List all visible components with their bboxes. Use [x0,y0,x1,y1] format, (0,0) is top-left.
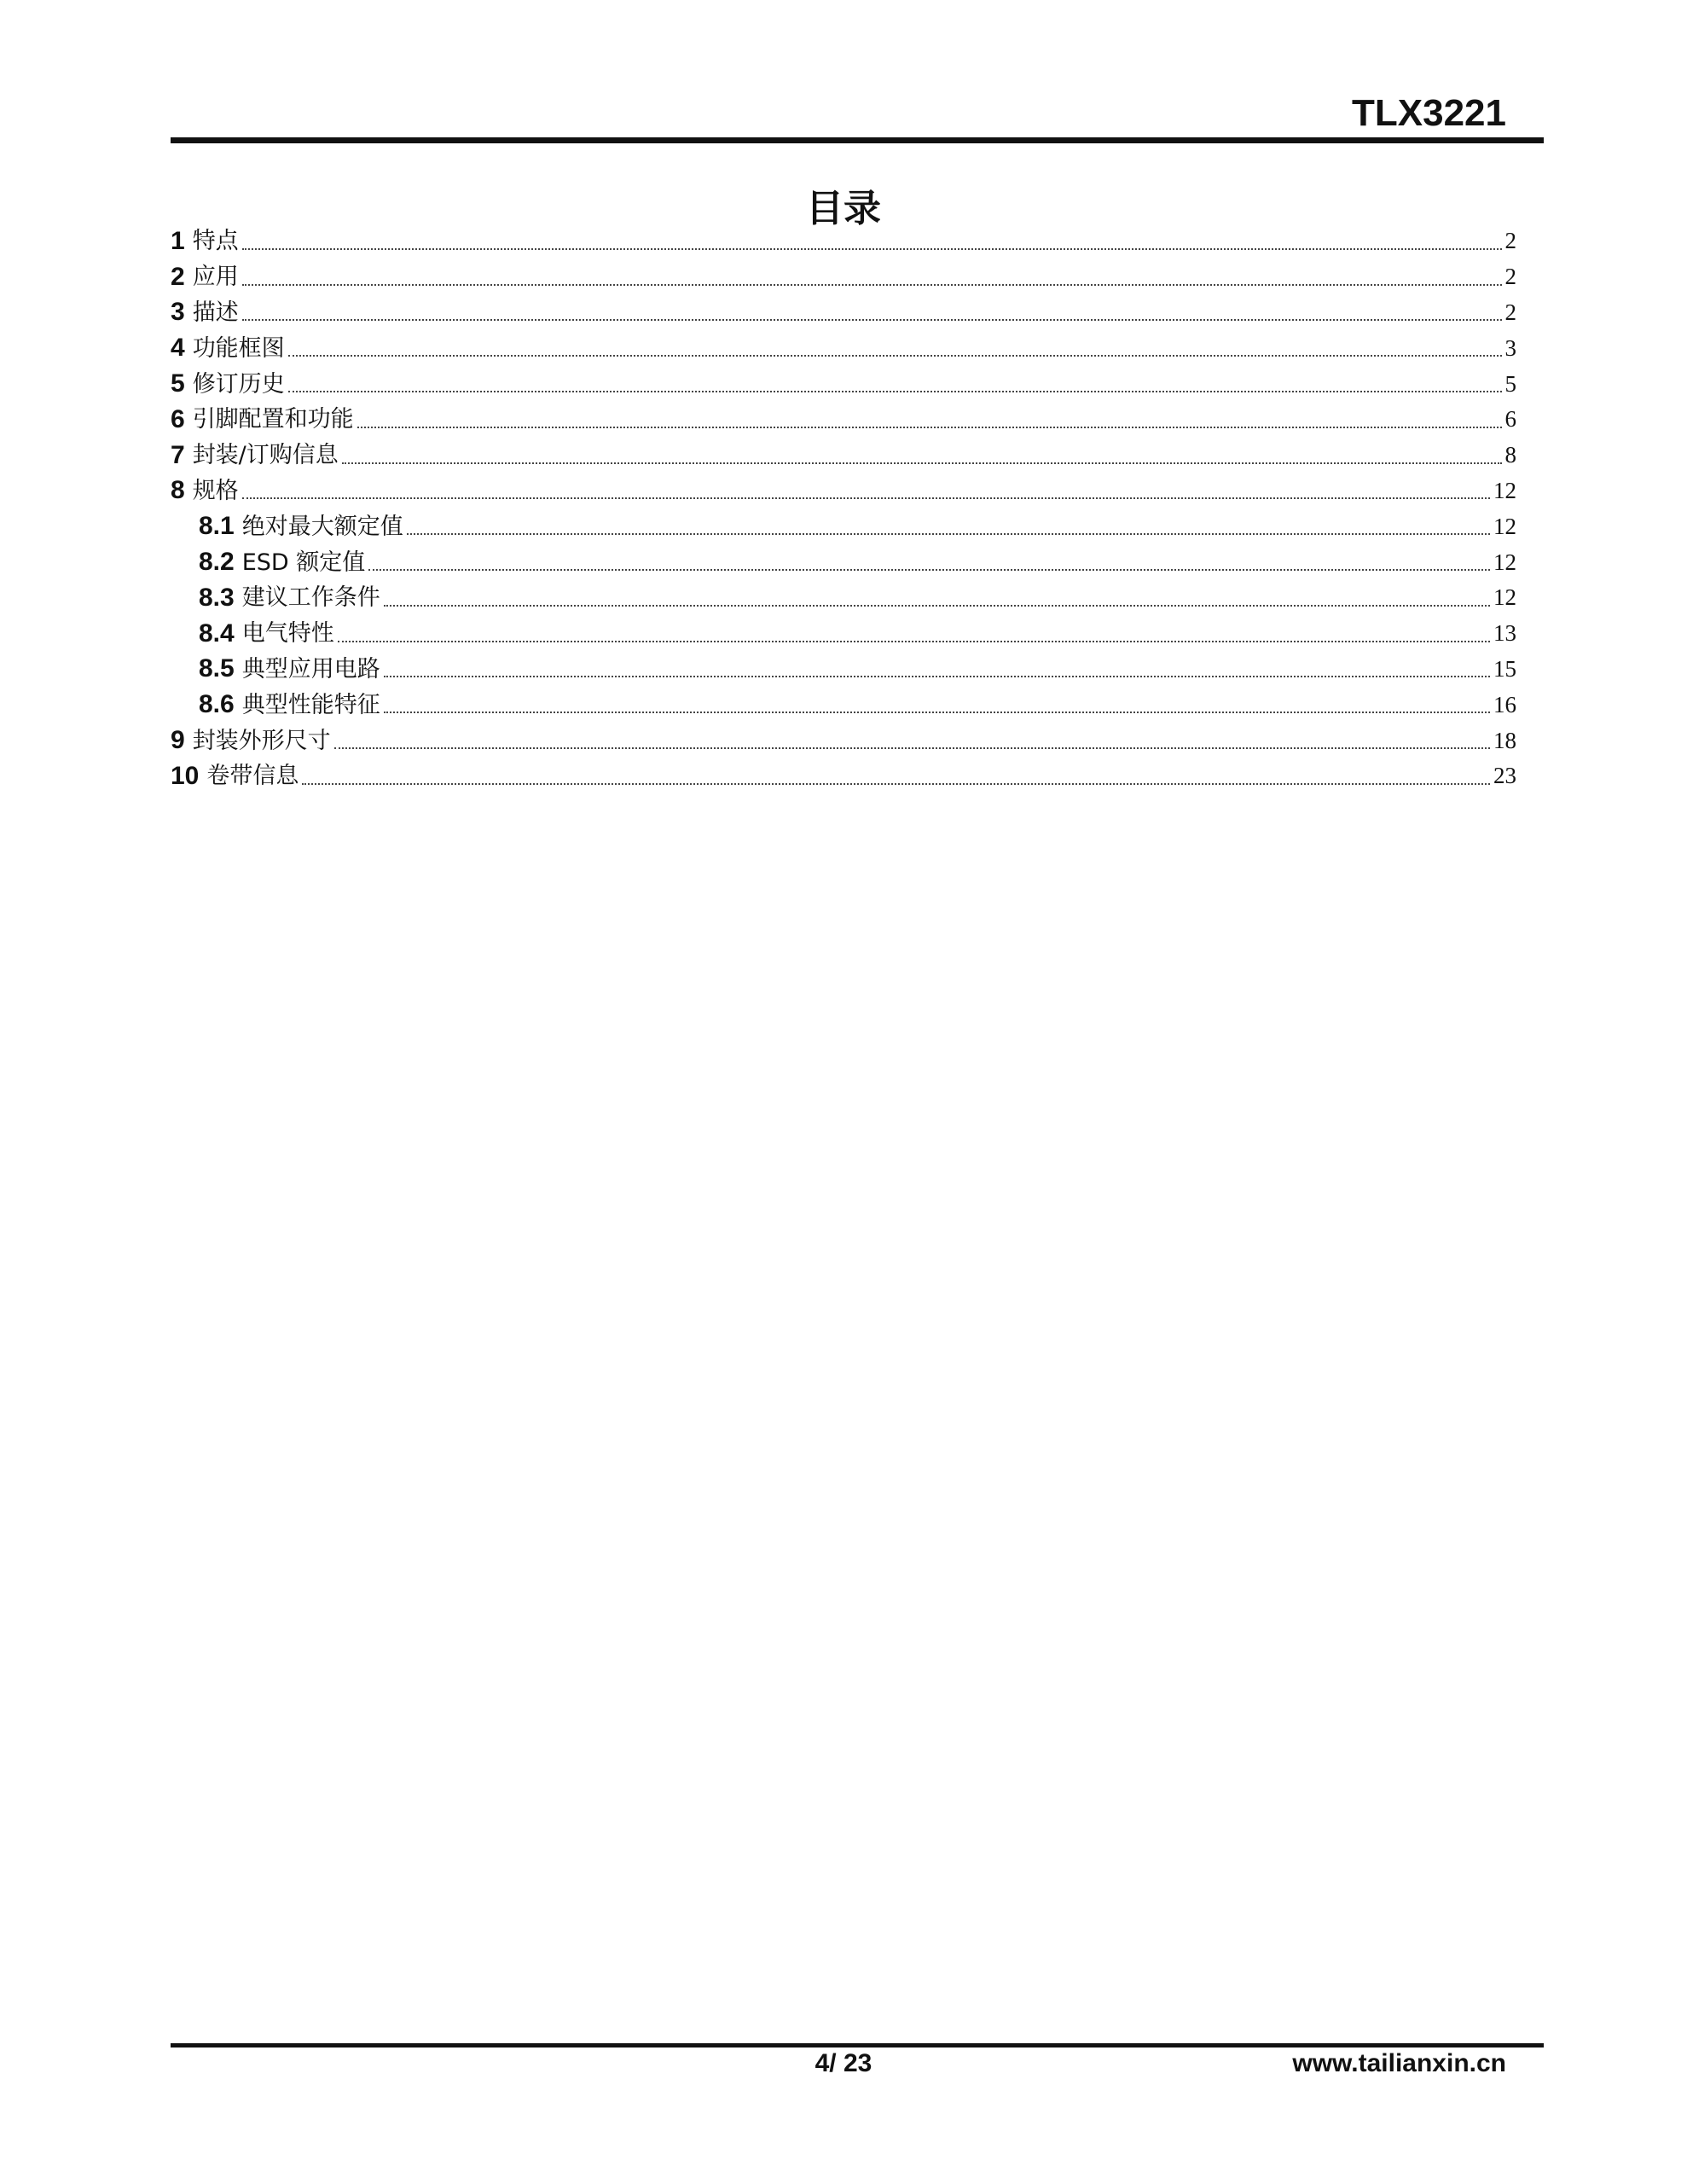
toc-entry-number: 8.4 [199,619,235,648]
toc-leader-dots [242,319,1502,321]
toc-leader-dots [407,533,1490,535]
toc-entry-page: 12 [1493,549,1516,575]
toc-leader-dots [242,497,1490,499]
toc-entry-page: 6 [1504,406,1516,433]
toc-entry[interactable] [171,259,1516,295]
toc-entry-label: 绝对最大额定值 [241,513,403,540]
toc-entry-page: 2 [1504,264,1516,290]
toc-entry-label: 封装外形尺寸 [192,727,331,754]
toc-entry-page: 2 [1504,228,1516,254]
toc-entry-label: 规格 [192,477,239,504]
toc-leader-dots [384,605,1490,607]
toc-leader-dots [338,641,1490,642]
toc-entry-label: 描述 [192,299,239,326]
toc-entry-label: 特点 [192,228,239,255]
toc-entry-page: 18 [1493,727,1516,753]
toc-entry-number: 8.1 [199,512,235,541]
toc-entry-number: 6 [171,404,185,433]
toc-entry-label: 典型应用电路 [241,655,380,682]
toc-subentry[interactable] [171,508,1516,544]
toc-entry-label: ESD 额定值 [241,549,366,576]
toc-entry[interactable] [171,330,1516,366]
toc-leader-dots [242,248,1502,250]
toc-entry-number: 2 [171,262,185,291]
toc-entry[interactable] [171,402,1516,438]
toc-entry-label: 应用 [192,264,239,291]
toc-entry-number: 10 [171,761,200,790]
toc-entry-page: 12 [1493,477,1516,503]
toc-entry-label: 修订历史 [192,370,285,398]
website-link[interactable]: www.tailianxin.cn [1292,2049,1506,2077]
toc-leader-dots [384,712,1490,713]
footer-rule [171,2043,1544,2048]
toc-entry-label: 建议工作条件 [241,584,380,612]
toc-subentry[interactable] [171,652,1516,688]
toc-leader-dots [384,676,1490,677]
toc-leader-dots [342,462,1502,464]
toc-title: 目录 [806,187,881,230]
toc-entry[interactable] [171,758,1516,794]
toc-subentry[interactable] [171,580,1516,616]
toc-entry-number: 7 [171,440,185,469]
toc-entry-number: 8.3 [199,583,235,612]
toc-entry-number: 5 [171,369,185,398]
toc-entry-page: 8 [1504,442,1516,468]
toc-leader-dots [288,391,1502,392]
toc-entry[interactable] [171,723,1516,758]
toc-entry-label: 引脚配置和功能 [192,406,354,433]
toc-entry-number: 8 [171,476,185,505]
toc-entry-label: 卷带信息 [206,763,299,790]
header-title: TLX3221 [1352,92,1506,134]
toc-leader-dots [334,747,1490,749]
toc-entry-page: 15 [1493,655,1516,682]
toc-entry-number: 8.5 [199,654,235,683]
toc-entry-page: 12 [1493,513,1516,539]
header-rule [171,137,1544,143]
toc-entry-label: 典型性能特征 [241,691,380,718]
toc-entry-page: 2 [1504,299,1516,325]
toc-entry-page: 5 [1504,370,1516,397]
toc-entry[interactable] [171,224,1516,259]
toc-entry-label: 功能框图 [192,334,285,362]
toc-entry-number: 8.6 [199,690,235,719]
toc-entry[interactable] [171,473,1516,509]
toc-leader-dots [242,284,1502,286]
toc-entry-page: 12 [1493,584,1516,611]
toc-leader-dots [357,427,1502,428]
toc-entry[interactable] [171,438,1516,473]
toc-entry[interactable] [171,366,1516,402]
toc-leader-dots [302,783,1490,785]
toc-entry-page: 3 [1504,334,1516,361]
toc-subentry[interactable] [171,616,1516,652]
toc-subentry[interactable] [171,687,1516,723]
toc-entry-number: 3 [171,298,185,327]
toc-entry[interactable] [171,295,1516,331]
toc-entry-number: 4 [171,334,185,363]
toc-leader-dots [368,569,1490,571]
toc-entry-number: 9 [171,726,185,755]
page-number: 4/ 23 [815,2049,872,2077]
toc-entry-page: 16 [1493,691,1516,717]
toc-entry-page: 23 [1493,763,1516,789]
toc-entry-page: 13 [1493,620,1516,647]
toc-entry-number: 8.2 [199,548,235,577]
table-of-contents [171,224,1516,794]
toc-subentry[interactable] [171,544,1516,580]
toc-entry-label: 封装/订购信息 [192,442,339,469]
toc-entry-label: 电气特性 [241,620,334,648]
toc-leader-dots [288,355,1502,357]
toc-entry-number: 1 [171,226,185,255]
